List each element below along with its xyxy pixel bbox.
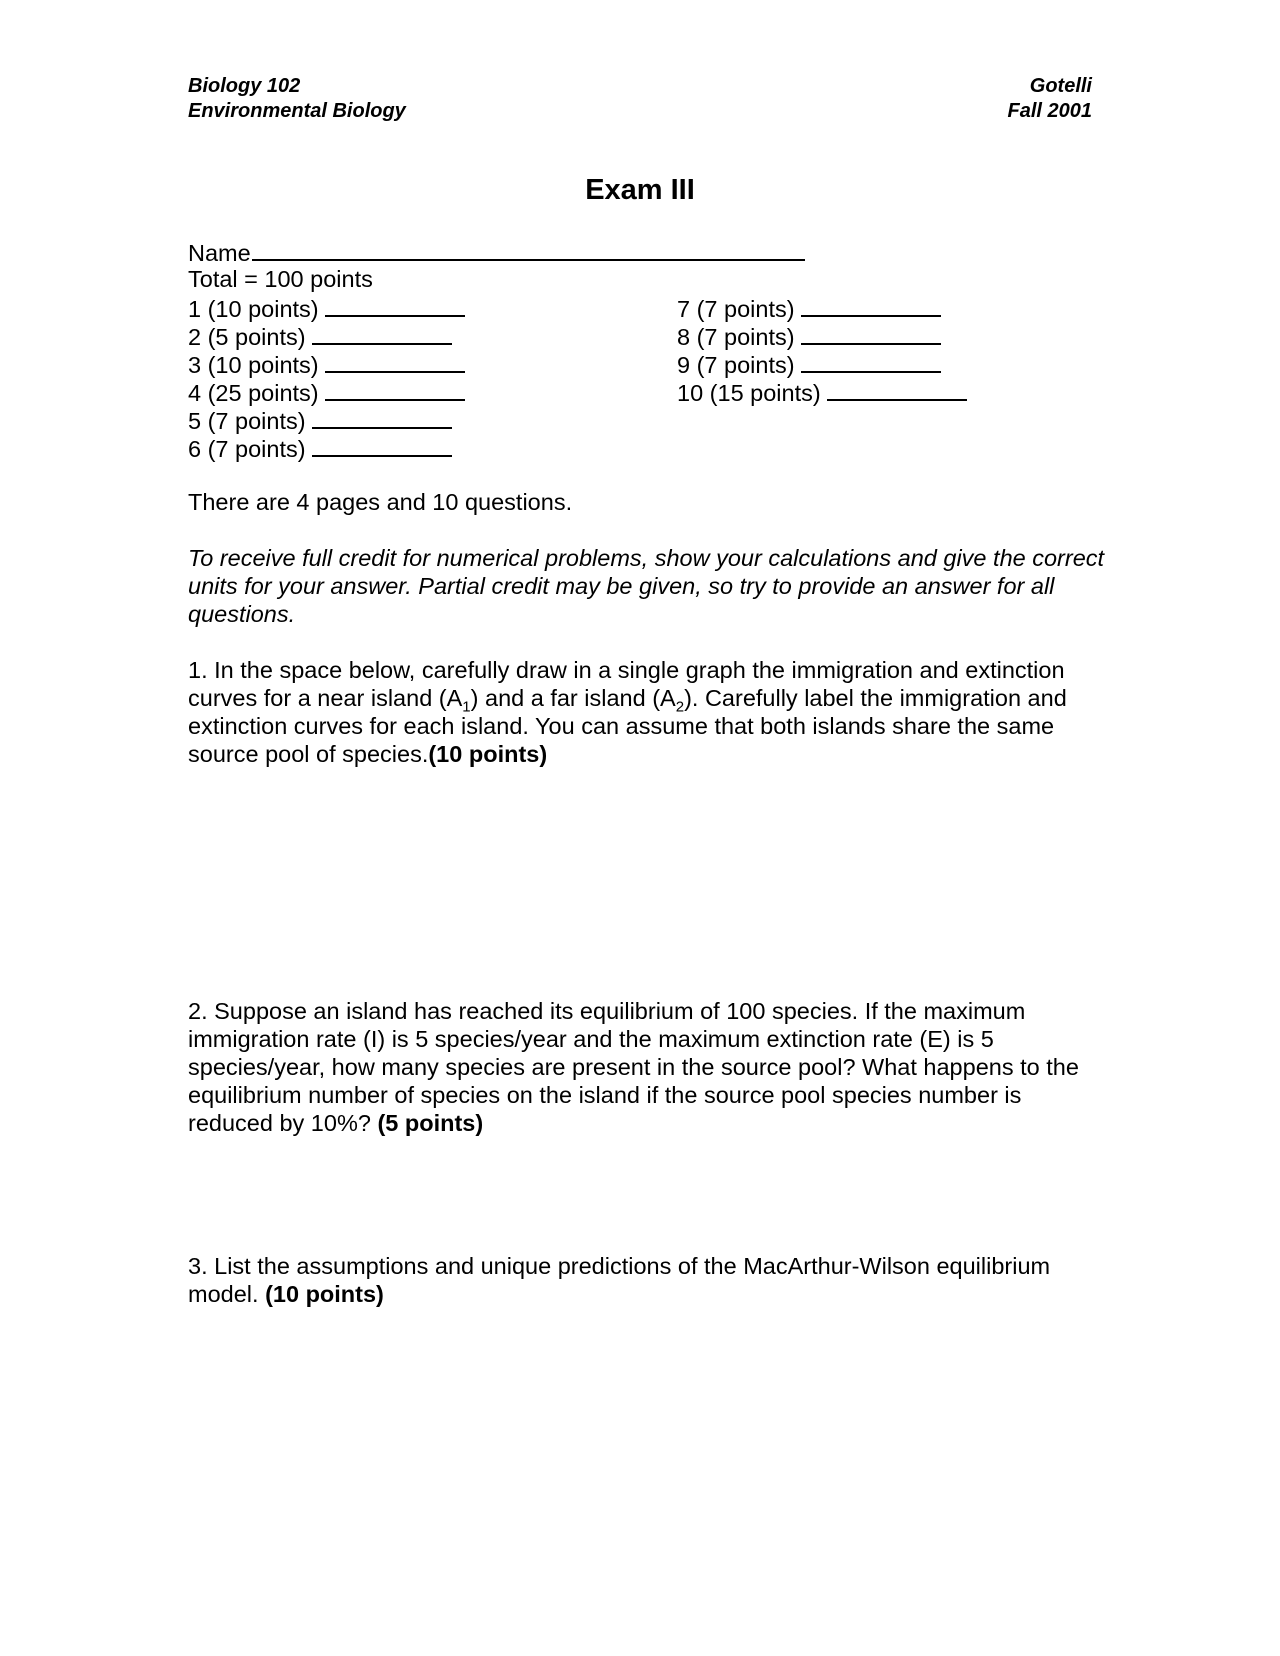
score-row — [188, 405, 465, 433]
total-points: Total = 100 points — [188, 266, 373, 292]
question-2 — [188, 997, 1108, 1137]
score-row — [677, 321, 967, 349]
score-label: 5 (7 points) — [188, 408, 306, 434]
score-blank-line — [325, 293, 465, 317]
course-number: Biology 102 — [188, 75, 301, 97]
score-label: 9 (7 points) — [677, 352, 795, 378]
instructor-name: Gotelli — [1029, 75, 1092, 97]
question-2-points: (5 points) — [377, 1110, 484, 1136]
score-label: 1 (10 points) — [188, 296, 319, 322]
subscript-1: 1 — [462, 698, 471, 716]
question-3-points: (10 points) — [265, 1281, 384, 1307]
header-instructor-block — [1007, 74, 1092, 124]
score-blank-line — [801, 293, 941, 317]
score-row — [677, 349, 967, 377]
score-blank-line — [325, 377, 465, 401]
name-blank-line — [252, 237, 805, 261]
score-blank-line — [312, 433, 452, 457]
question-1 — [188, 656, 1108, 768]
score-row — [677, 293, 967, 321]
course-title: Environmental Biology — [188, 100, 406, 122]
score-label: 4 (25 points) — [188, 380, 319, 406]
score-row — [188, 321, 465, 349]
score-label: 10 (15 points) — [677, 380, 821, 406]
question-2-text: 2. Suppose an island has reached its equilibrium of 100 species. If the maximum immigration rate (I) is 5 species/year and the maximum extinction rate (E) is 5 species/year, how many species are present in the source pool? What happens to the equilibrium number of species on the island if the source pool species number is reduced by 10%? — [188, 998, 1079, 1136]
score-blank-line — [312, 405, 452, 429]
score-label: 3 (10 points) — [188, 352, 319, 378]
term: Fall 2001 — [1007, 100, 1092, 122]
header-course-block — [188, 74, 406, 124]
score-label: 6 (7 points) — [188, 436, 306, 462]
question-3 — [188, 1252, 1108, 1308]
score-row — [188, 349, 465, 377]
score-label: 8 (7 points) — [677, 324, 795, 350]
score-label: 2 (5 points) — [188, 324, 306, 350]
subscript-2: 2 — [675, 698, 685, 716]
score-blank-line — [801, 321, 941, 345]
exam-title: Exam III — [585, 174, 695, 206]
question-1-points: (10 points) — [428, 741, 548, 767]
score-column-right — [677, 293, 967, 405]
score-row — [677, 377, 967, 405]
score-blank-line — [827, 377, 967, 401]
question-1-text: ). Carefully label the immigration and extinction curves for each island. You can assume that both islands share the same source pool of species. — [188, 685, 1067, 767]
score-row — [188, 377, 465, 405]
score-blank-line — [312, 321, 452, 345]
score-row — [188, 433, 465, 461]
exam-info: There are 4 pages and 10 questions. — [188, 489, 573, 515]
score-blank-line — [325, 349, 465, 373]
name-field-row — [188, 237, 805, 267]
score-label: 7 (7 points) — [677, 296, 795, 322]
name-label: Name — [188, 240, 251, 266]
question-1-text: 1. In the space below, carefully draw in a single graph the immigration and extinction curves for a near island (A — [188, 657, 1065, 711]
score-row — [188, 293, 465, 321]
score-column-left — [188, 293, 465, 461]
exam-instructions: To receive full credit for numerical problems, show your calculations and give the correct units for your answer. Partial credit may be given, so try to provide an answer for all questions. — [188, 545, 1105, 627]
score-blank-line — [801, 349, 941, 373]
question-1-text: ) and a far island (A — [470, 685, 676, 711]
question-3-text: 3. List the assumptions and unique predictions of the MacArthur-Wilson equilibrium model. — [188, 1253, 1051, 1307]
